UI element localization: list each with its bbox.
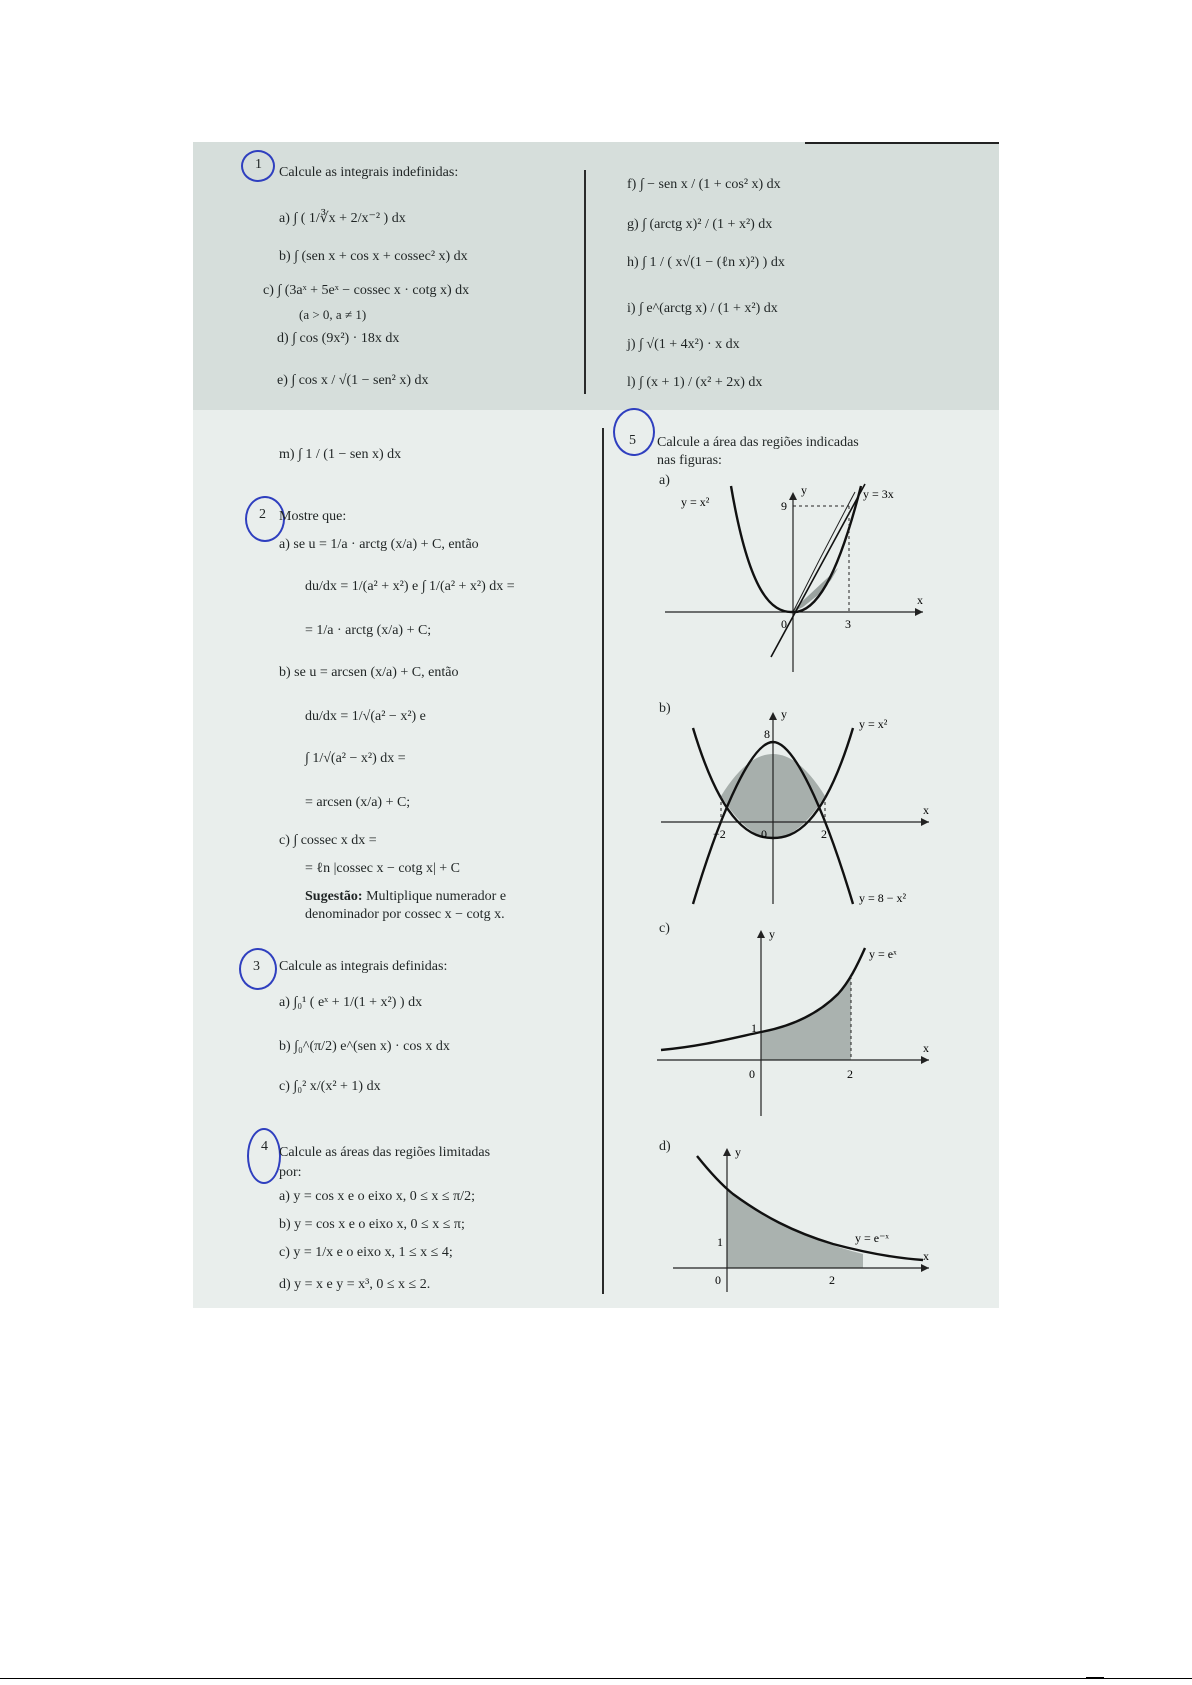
figure-d-curve-label: y = e⁻ˣ — [855, 1231, 889, 1245]
figure-a-curve1-label: y = x² — [681, 495, 710, 509]
exercise1-item-h: h) ∫ 1 / ( x√(1 − (ℓn x)²) ) dx — [627, 255, 785, 270]
exercise2-a-line1: a) se u = 1/a · arctg (x/a) + C, então — [279, 537, 479, 552]
figure-b-x-tick-0: 0 — [761, 827, 767, 841]
figure-b-y-label: y — [781, 708, 787, 721]
figure-c-x-tick-2: 2 — [847, 1067, 853, 1081]
figure-d-label: d) — [659, 1139, 671, 1154]
figure-a-origin: 0 — [781, 617, 787, 631]
figure-d-x-tick-0: 0 — [715, 1273, 721, 1287]
column-divider — [602, 428, 604, 1294]
exercise5-title-line2: nas figuras: — [657, 453, 722, 468]
figure-b — [653, 708, 993, 918]
exercise1-item-c-condition: (a > 0, a ≠ 1) — [299, 307, 367, 322]
figure-a-y-label: y — [801, 483, 807, 497]
exercise2-b-line4: = arcsen (x/a) + C; — [305, 795, 411, 810]
hint-text: Multiplique numerador e — [366, 889, 507, 904]
page-footer-rule — [0, 1678, 1192, 1679]
exercise2-hint-line2: denominador por cossec x − cotg x. — [305, 907, 505, 922]
exercise2-number: 2 — [259, 507, 266, 522]
figure-d-y-tick: 1 — [717, 1235, 723, 1249]
exercise2-a-line3: = 1/a · arctg (x/a) + C; — [305, 623, 432, 638]
exercise2-b-line2: du/dx = 1/√(a² − x²) e — [305, 709, 426, 724]
exercise2-title: Mostre que: — [279, 509, 347, 524]
figure-b-x-tick-2: 2 — [821, 827, 827, 841]
exercise1-item-a: a) ∫ ( 1/∛x + 2/x⁻² ) dx — [279, 211, 406, 226]
top-rule — [805, 142, 999, 144]
exercise4-number: 4 — [261, 1139, 268, 1154]
figure-a-x-label: x — [917, 593, 923, 607]
figure-a-y-tick: 9 — [781, 499, 787, 513]
exercise5-title-line1: Calcule a área das regiões indicadas — [657, 435, 859, 450]
exercise3-item-c: c) ∫₀² x/(x² + 1) dx — [279, 1079, 381, 1094]
figure-c — [653, 928, 993, 1118]
figure-b-x-label: x — [923, 803, 929, 817]
figure-a-curve2-label: y = 3x — [863, 487, 894, 501]
parabola-curve — [731, 486, 861, 612]
exercise3-number: 3 — [253, 959, 260, 974]
exercise1-item-l: l) ∫ (x + 1) / (x² + 2x) dx — [627, 375, 763, 390]
scanned-page — [193, 142, 999, 1308]
column-divider-top — [584, 170, 586, 394]
exercise4-item-b: b) y = cos x e o eixo x, 0 ≤ x ≤ π; — [279, 1217, 465, 1232]
exercise3-title: Calcule as integrais definidas: — [279, 959, 448, 974]
exercise1-number: 1 — [255, 157, 262, 172]
figure-b-x-tick-neg2: −2 — [713, 827, 726, 841]
exercise2-hint-line1 — [305, 888, 506, 905]
exercise1-item-d: d) ∫ cos (9x²) · 18x dx — [277, 331, 400, 346]
figure-b-y-tick: 8 — [764, 727, 770, 741]
exercise-number-circle — [247, 1128, 281, 1184]
exercise3-item-b: b) ∫₀^(π/2) e^(sen x) · cos x dx — [279, 1039, 450, 1054]
hint-label: Sugestão: — [305, 889, 363, 904]
exercise1-item-e: e) ∫ cos x / √(1 − sen² x) dx — [277, 373, 429, 388]
figure-c-curve-label: y = eˣ — [869, 947, 897, 961]
figure-d-x-tick-2: 2 — [829, 1273, 835, 1287]
exercise1-item-c: c) ∫ (3aˣ + 5eˣ − cossec x · cotg x) dx — [263, 283, 470, 298]
exercise4-item-c: c) y = 1/x e o eixo x, 1 ≤ x ≤ 4; — [279, 1245, 453, 1260]
figure-c-y-label: y — [769, 928, 775, 941]
exercise4-title-line1: Calcule as áreas das regiões limitadas — [279, 1145, 491, 1160]
exercise4-item-d: d) y = x e y = x³, 0 ≤ x ≤ 2. — [279, 1277, 431, 1292]
exercise1-item-j: j) ∫ √(1 + 4x²) · x dx — [627, 337, 740, 352]
figure-a-x-tick: 3 — [845, 617, 851, 631]
exercise2-c-line1: c) ∫ cossec x dx = — [279, 833, 377, 848]
exercise1-item-f: f) ∫ − sen x / (1 + cos² x) dx — [627, 177, 781, 192]
figure-c-y-tick: 1 — [751, 1021, 757, 1035]
page-footer-mark — [1086, 1677, 1104, 1679]
figure-d-y-label: y — [735, 1146, 741, 1159]
exercise2-a-line2: du/dx = 1/(a² + x²) e ∫ 1/(a² + x²) dx = — [305, 579, 515, 594]
figure-b-curve1-label: y = x² — [859, 717, 888, 731]
figure-d-x-label: x — [923, 1249, 929, 1263]
exercise1-item-g: g) ∫ (arctg x)² / (1 + x²) dx — [627, 217, 773, 232]
figure-b-curve2-label: y = 8 − x² — [859, 891, 907, 905]
figure-b-label: b) — [659, 701, 671, 716]
exercise2-b-line1: b) se u = arcsen (x/a) + C, então — [279, 665, 459, 680]
exercise2-c-line2: = ℓn |cossec x − cotg x| + C — [305, 861, 460, 876]
figure-a — [653, 482, 993, 682]
figure-c-label: c) — [659, 921, 670, 936]
figure-d — [653, 1146, 993, 1296]
exercise3-item-a: a) ∫₀¹ ( eˣ + 1/(1 + x²) ) dx — [279, 995, 423, 1010]
exercise1-item-m: m) ∫ 1 / (1 − sen x) dx — [279, 447, 402, 462]
exercise2-b-line3: ∫ 1/√(a² − x²) dx = — [305, 751, 406, 766]
exercise4-title-line2: por: — [279, 1165, 302, 1180]
exercise1-item-i: i) ∫ e^(arctg x) / (1 + x²) dx — [627, 301, 778, 316]
exercise1-item-b: b) ∫ (sen x + cos x + cossec² x) dx — [279, 249, 468, 264]
figure-a-label: a) — [659, 473, 670, 488]
exercise1-title: Calcule as integrais indefinidas: — [279, 165, 459, 180]
exercise5-number: 5 — [629, 433, 636, 448]
figure-c-x-label: x — [923, 1041, 929, 1055]
scan-shaded-band — [193, 142, 999, 410]
figure-c-x-tick-0: 0 — [749, 1067, 755, 1081]
exercise4-item-a: a) y = cos x e o eixo x, 0 ≤ x ≤ π/2; — [279, 1189, 475, 1204]
